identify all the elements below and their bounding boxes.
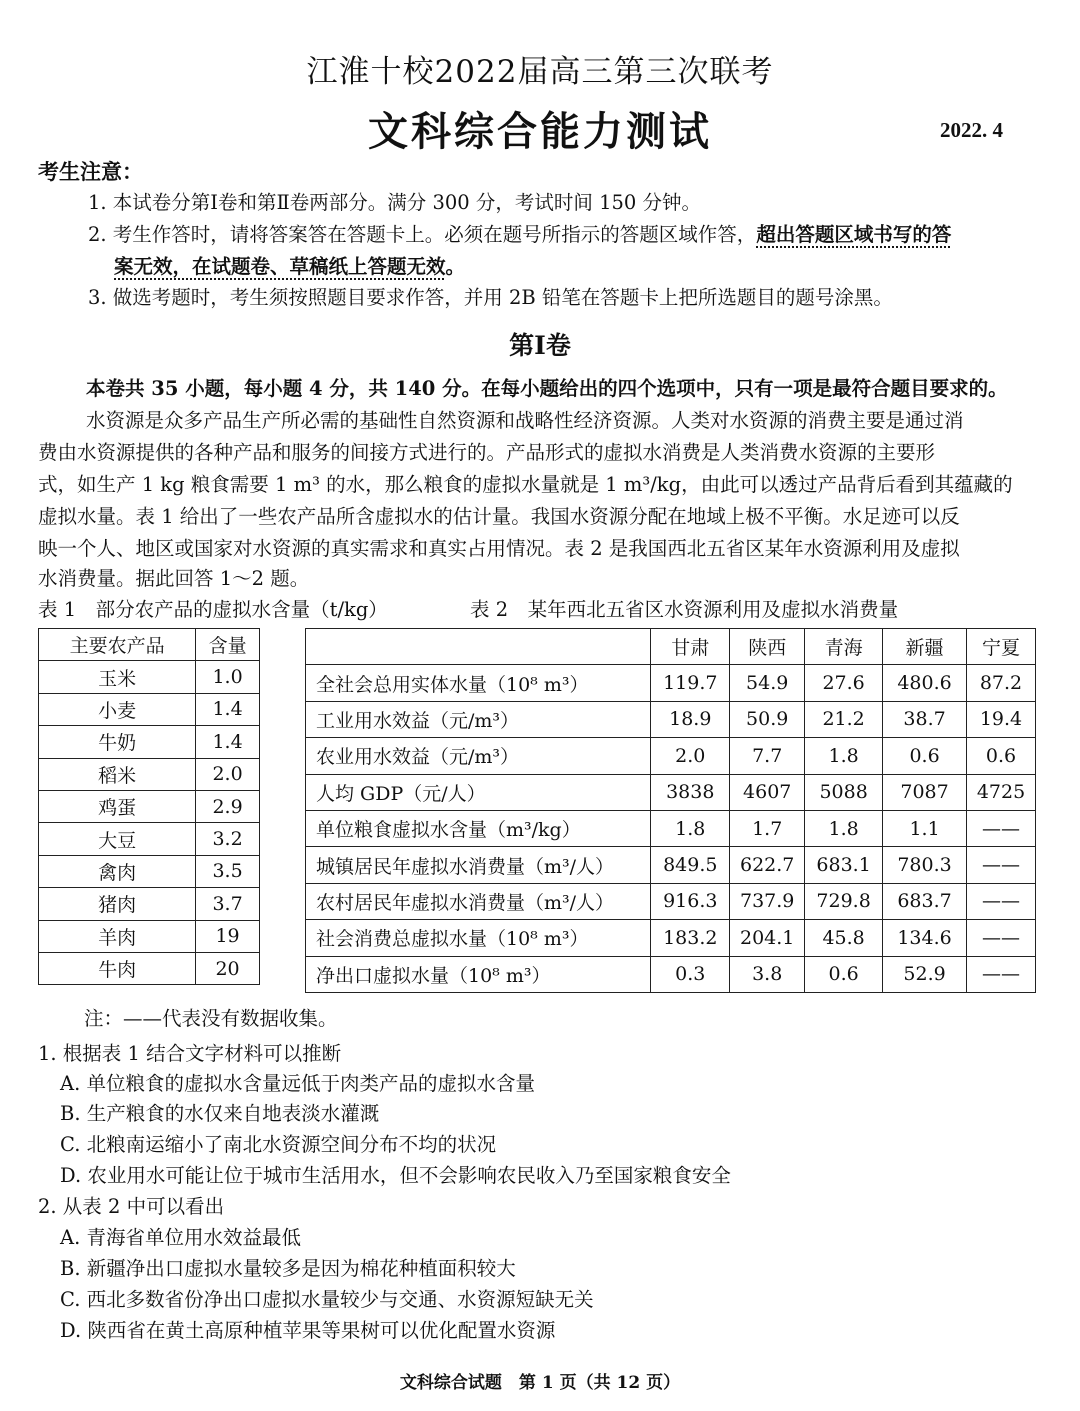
passage-line: 水消费量。据此回答 1～2 题。 — [38, 567, 310, 590]
row-label-cell: 牛奶 — [39, 726, 196, 758]
table-cell: 50.9 — [730, 701, 805, 737]
table-row — [39, 790, 260, 822]
table-row — [306, 920, 1036, 956]
table-cell: 21.2 — [805, 701, 883, 737]
question-1-option-b: B. 生产粮食的水仅来自地表淡水灌溉 — [60, 1102, 380, 1125]
table-cell: 849.5 — [651, 847, 730, 883]
row-label-cell: 工业用水效益（元/m³） — [306, 701, 651, 737]
row-label-cell: 鸡蛋 — [39, 790, 196, 822]
column-header: 新疆 — [883, 629, 967, 665]
table-cell: 1.4 — [196, 693, 260, 725]
table-cell: 7.7 — [730, 738, 805, 774]
passage-line: 虚拟水量。表 1 给出了一些农产品所含虚拟水的估计量。我国水资源分配在地域上极不平衡。水足迹可以反 — [38, 505, 960, 528]
table-row — [39, 855, 260, 887]
row-label-cell: 全社会总用实体水量（10⁸ m³） — [306, 665, 651, 701]
table-row — [306, 738, 1036, 774]
table-row — [306, 847, 1036, 883]
table-cell: 1.4 — [196, 726, 260, 758]
table-cell: 27.6 — [805, 665, 883, 701]
row-label-cell: 小麦 — [39, 693, 196, 725]
table-cell: 729.8 — [805, 883, 883, 919]
table-row — [306, 774, 1036, 810]
row-label-cell: 单位粮食虚拟水含量（m³/kg） — [306, 810, 651, 846]
table-row — [306, 883, 1036, 919]
column-header: 青海 — [805, 629, 883, 665]
question-2-option-b: B. 新疆净出口虚拟水量较多是因为棉花种植面积较大 — [60, 1257, 516, 1280]
table-cell: 0.6 — [805, 956, 883, 992]
table-cell: 683.7 — [883, 883, 967, 919]
table-header-row — [306, 629, 1036, 665]
table-cell: 3.8 — [730, 956, 805, 992]
table-row — [306, 665, 1036, 701]
section-title: 第Ⅰ卷 — [509, 331, 571, 360]
notice-item-2-emphasis-cont: 案无效，在试题卷、草稿纸上答题无效 — [114, 255, 446, 278]
passage-line: 水资源是众多产品生产所必需的基础性自然资源和战略性经济资源。人类对水资源的消费主要是通过消 — [86, 409, 964, 432]
table-cell: 5088 — [805, 774, 883, 810]
table-cell: 2.9 — [196, 790, 260, 822]
table-cell: 622.7 — [730, 847, 805, 883]
table-cell: 7087 — [883, 774, 967, 810]
table1-virtual-water-content — [38, 628, 260, 985]
table-row — [39, 693, 260, 725]
row-label-cell: 禽肉 — [39, 855, 196, 887]
table-cell: 683.1 — [805, 847, 883, 883]
table-cell: 3.7 — [196, 888, 260, 920]
table-cell: 0.3 — [651, 956, 730, 992]
exam-title: 江淮十校2022届高三第三次联考 — [306, 54, 774, 90]
question-1-stem: 1. 根据表 1 结合文字材料可以推断 — [38, 1042, 342, 1065]
exam-date: 2022. 4 — [940, 118, 1003, 142]
notice-item-2-text: 2. 考生作答时，请将答案答在答题卡上。必须在题号所指示的答题区域作答， — [88, 223, 757, 246]
table-cell: 20 — [196, 952, 260, 984]
table-row — [39, 823, 260, 855]
table-row — [39, 920, 260, 952]
table-cell: 4607 — [730, 774, 805, 810]
notice-item-2-cont — [114, 254, 465, 280]
row-label-cell: 大豆 — [39, 823, 196, 855]
table-cell: 3838 — [651, 774, 730, 810]
question-1-option-c: C. 北粮南运缩小了南北水资源空间分布不均的状况 — [60, 1133, 497, 1156]
notice-title: 考生注意： — [38, 159, 143, 184]
question-2-option-c: C. 西北多数省份净出口虚拟水量较少与交通、水资源短缺无关 — [60, 1288, 594, 1311]
passage-line: 费由水资源提供的各种产品和服务的间接方式进行的。产品形式的虚拟水消费是人类消费水资源的主要形 — [38, 441, 936, 464]
table-row — [306, 810, 1036, 846]
table-cell: 134.6 — [883, 920, 967, 956]
passage-line: 式，如生产 1 kg 粮食需要 1 m³ 的水，那么粮食的虚拟水量就是 1 m³/kg，由此可以透过产品背后看到其蕴藏的 — [38, 473, 1013, 496]
table-row — [39, 888, 260, 920]
question-2-option-a: A. 青海省单位用水效益最低 — [60, 1226, 301, 1249]
table-cell: 204.1 — [730, 920, 805, 956]
table-cell: 2.0 — [651, 738, 730, 774]
table-cell: 19.4 — [967, 701, 1036, 737]
table-cell: —— — [967, 883, 1036, 919]
table-cell: 0.6 — [967, 738, 1036, 774]
table-cell: —— — [967, 956, 1036, 992]
table-cell: 4725 — [967, 774, 1036, 810]
table-cell: 1.8 — [651, 810, 730, 846]
section-instruction: 本卷共 35 小题，每小题 4 分，共 140 分。在每小题给出的四个选项中，只有一项是最符合题目要求的。 — [86, 377, 1008, 400]
subject-title: 文科综合能力测试 — [368, 108, 712, 155]
table2-water-usage — [305, 628, 1036, 993]
table-cell: 52.9 — [883, 956, 967, 992]
table-cell: —— — [967, 810, 1036, 846]
table-cell: 45.8 — [805, 920, 883, 956]
question-2-stem: 2. 从表 2 中可以看出 — [38, 1195, 225, 1218]
notice-item-2-period: 。 — [445, 255, 466, 278]
row-label-cell: 玉米 — [39, 661, 196, 693]
table1-caption: 表 1 部分农产品的虚拟水含量（t/kg） — [38, 598, 388, 621]
row-label-cell: 人均 GDP（元/人） — [306, 774, 651, 810]
table-cell: 18.9 — [651, 701, 730, 737]
table-cell: 87.2 — [967, 665, 1036, 701]
column-header: 主要农产品 — [39, 629, 196, 661]
row-label-cell: 城镇居民年虚拟水消费量（m³/人） — [306, 847, 651, 883]
table-cell: 916.3 — [651, 883, 730, 919]
notice-item-3: 3. 做选考题时，考生须按照题目要求作答，并用 2B 铅笔在答题卡上把所选题目的题号涂黑。 — [88, 286, 893, 309]
table-cell: 54.9 — [730, 665, 805, 701]
table-row — [39, 661, 260, 693]
table-row — [306, 956, 1036, 992]
table2-caption: 表 2 某年西北五省区水资源利用及虚拟水消费量 — [470, 598, 899, 621]
table-header-row — [39, 629, 260, 661]
row-label-cell: 羊肉 — [39, 920, 196, 952]
question-1-option-a: A. 单位粮食的虚拟水含量远低于肉类产品的虚拟水含量 — [60, 1072, 535, 1095]
row-label-cell: 稻米 — [39, 758, 196, 790]
column-header — [306, 629, 651, 665]
table-cell: 737.9 — [730, 883, 805, 919]
table-cell: —— — [967, 847, 1036, 883]
table-cell: 1.8 — [805, 738, 883, 774]
row-label-cell: 农村居民年虚拟水消费量（m³/人） — [306, 883, 651, 919]
notice-item-2-emphasis: 超出答题区域书写的答 — [756, 223, 952, 246]
row-label-cell: 净出口虚拟水量（10⁸ m³） — [306, 956, 651, 992]
row-label-cell: 社会消费总虚拟水量（10⁸ m³） — [306, 920, 651, 956]
table-cell: 1.7 — [730, 810, 805, 846]
table-cell: 0.6 — [883, 738, 967, 774]
table-cell: 1.0 — [196, 661, 260, 693]
table2-note: 注：——代表没有数据收集。 — [84, 1007, 338, 1030]
table-row — [39, 726, 260, 758]
row-label-cell: 农业用水效益（元/m³） — [306, 738, 651, 774]
passage-line: 映一个人、地区或国家对水资源的真实需求和真实占用情况。表 2 是我国西北五省区某年水资源利用及虚拟 — [38, 537, 960, 560]
table-row — [39, 758, 260, 790]
table-cell: 780.3 — [883, 847, 967, 883]
table-cell: 2.0 — [196, 758, 260, 790]
table-cell: 38.7 — [883, 701, 967, 737]
column-header: 甘肃 — [651, 629, 730, 665]
table-cell: 1.1 — [883, 810, 967, 846]
table-cell: 19 — [196, 920, 260, 952]
table-cell: —— — [967, 920, 1036, 956]
table-cell: 3.5 — [196, 855, 260, 887]
column-header: 陕西 — [730, 629, 805, 665]
column-header: 宁夏 — [967, 629, 1036, 665]
row-label-cell: 猪肉 — [39, 888, 196, 920]
table-cell: 119.7 — [651, 665, 730, 701]
table-cell: 3.2 — [196, 823, 260, 855]
notice-item-1: 1. 本试卷分第Ⅰ卷和第Ⅱ卷两部分。满分 300 分，考试时间 150 分钟。 — [88, 191, 701, 214]
question-1-option-d: D. 农业用水可能让位于城市生活用水，但不会影响农民收入乃至国家粮食安全 — [60, 1164, 731, 1187]
column-header: 含量 — [196, 629, 260, 661]
question-2-option-d: D. 陕西省在黄土高原种植苹果等果树可以优化配置水资源 — [60, 1319, 556, 1342]
page-footer: 文科综合试题 第 1 页（共 12 页） — [399, 1373, 681, 1393]
table-cell: 480.6 — [883, 665, 967, 701]
notice-item-2 — [88, 222, 951, 248]
table-row — [306, 701, 1036, 737]
table-cell: 183.2 — [651, 920, 730, 956]
table-cell: 1.8 — [805, 810, 883, 846]
row-label-cell: 牛肉 — [39, 952, 196, 984]
table-row — [39, 952, 260, 984]
